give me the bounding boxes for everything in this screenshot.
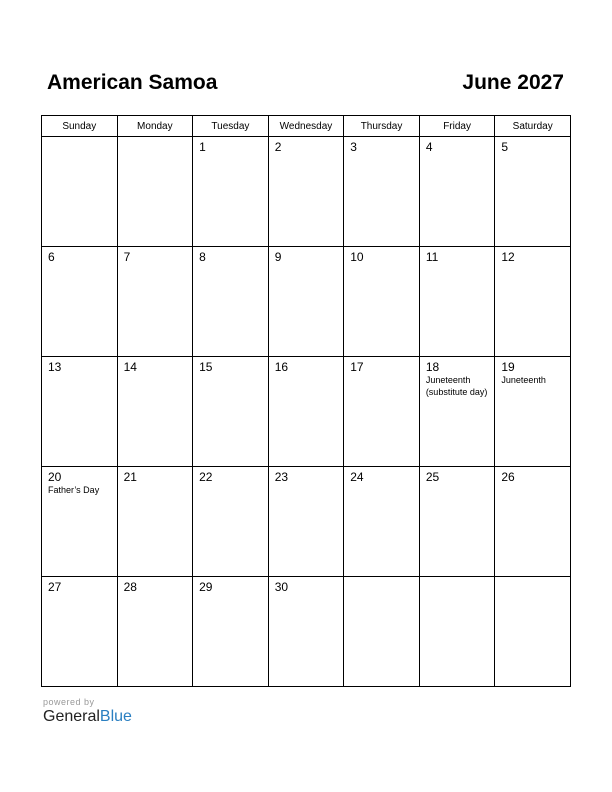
day-cell [42,577,118,687]
holiday-label: Father’s Day [48,485,100,495]
day-number: 13 [48,360,62,374]
day-number: 29 [199,580,213,594]
week-row [42,137,571,247]
day-number: 28 [123,580,137,594]
day-number: 5 [501,140,509,154]
day-number: 9 [274,250,282,264]
day-cell [419,467,495,577]
weekday-header: Tuesday [193,116,269,137]
day-cell [42,357,118,467]
day-cell [193,137,269,247]
day-number: 25 [425,470,440,484]
day-number: 24 [350,470,364,484]
day-cell [268,467,344,577]
day-number: 1 [199,140,206,154]
day-cell [495,247,571,357]
day-number: 12 [501,250,515,264]
week-row [42,357,571,467]
day-cell [117,247,193,357]
day-cell [193,357,269,467]
day-number: 14 [123,360,137,374]
day-cell [117,577,193,687]
weekday-header: Wednesday [268,116,344,137]
brand-logo [43,708,132,726]
day-cell [117,357,193,467]
weekday-header: Thursday [344,116,420,137]
day-number: 20 [48,470,62,484]
day-cell [193,247,269,357]
day-number: 4 [425,140,433,154]
day-number: 2 [274,140,282,154]
day-number: 30 [274,580,289,594]
day-cell [495,577,571,687]
day-cell [495,357,571,467]
holiday-label: Juneteenth (substitute day) [425,375,488,397]
powered-by-text: powered by [43,697,95,707]
week-row [42,247,571,357]
weekday-header: Sunday [42,116,118,137]
brand-general: General [43,708,100,725]
day-cell [42,247,118,357]
day-number: 21 [123,470,137,484]
weekday-header-row [42,116,571,137]
day-cell [117,467,193,577]
day-number: 3 [350,140,357,154]
holiday-label: Juneteenth [501,375,546,385]
day-cell [419,247,495,357]
day-cell [268,247,344,357]
day-cell [193,577,269,687]
day-number: 6 [48,250,55,264]
day-number: 26 [501,470,515,484]
day-number: 10 [350,250,364,264]
day-cell [419,577,495,687]
day-number: 17 [350,360,364,374]
day-cell [419,357,495,467]
week-row [42,577,571,687]
day-number: 8 [199,250,206,264]
day-number: 19 [501,360,515,374]
day-number: 7 [123,250,131,264]
day-cell [117,137,193,247]
day-cell [344,467,420,577]
day-cell [42,137,118,247]
day-cell [268,137,344,247]
day-cell [268,577,344,687]
month-year-title: June 2027 [462,71,564,94]
weekday-header: Saturday [495,116,571,137]
day-cell [495,467,571,577]
day-cell [495,137,571,247]
brand-blue: Blue [99,708,132,725]
day-cell [193,467,269,577]
day-cell [344,577,420,687]
day-number: 18 [425,360,440,374]
day-number: 22 [199,470,213,484]
footer-branding [43,697,132,726]
day-number: 11 [425,250,439,264]
day-cell [268,357,344,467]
day-number: 16 [274,360,289,374]
weekday-header: Friday [419,116,495,137]
calendar-grid [41,115,571,687]
day-cell [344,137,420,247]
week-row [42,467,571,577]
day-number: 23 [274,470,289,484]
day-cell [344,247,420,357]
weekday-header: Monday [117,116,193,137]
day-number: 15 [199,360,213,374]
day-cell [344,357,420,467]
day-cell [419,137,495,247]
country-title: American Samoa [47,71,218,94]
day-number: 27 [48,580,62,594]
day-cell [42,467,118,577]
